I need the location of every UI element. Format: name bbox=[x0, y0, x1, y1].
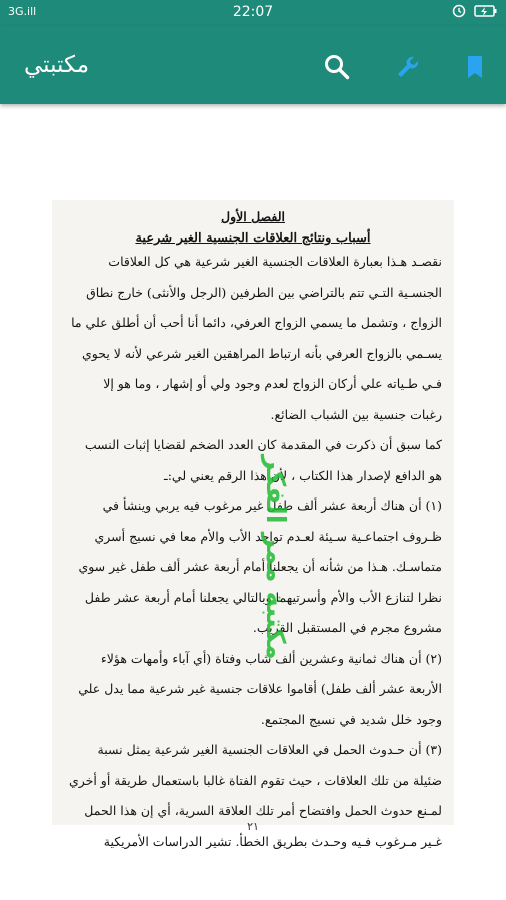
text-line: مشروع مجرم في المستقبل القريب. bbox=[252, 620, 442, 635]
app-toolbar bbox=[0, 26, 506, 104]
text-line: (٢) أن هناك ثمانية وعشرين ألف شاب وفتاة (أي آباء وأمهات هؤلاء bbox=[100, 650, 442, 666]
text-line: هو الدافع لإصدار هذا الكتاب ، لأن هذا الرقم يعني لي:ـ bbox=[164, 467, 442, 483]
text-line: فـي طـياته علي أركان الزواج لعدم وجود ولي أو إشهار ، وما هو إلا bbox=[103, 376, 442, 391]
text-line: متماسـك. هـذا من شأنه أن يجعلنا أمام أربعة عشر ألف طفل غير سوي bbox=[78, 559, 442, 574]
battery-charging-icon bbox=[474, 4, 498, 18]
text-line: (١) أن هناك أربعة عشر ألف طفل غير مرغوب فيه يربي وينشأ في bbox=[102, 498, 442, 513]
wrench-icon[interactable] bbox=[392, 52, 422, 82]
chapter-subtitle: أسباب ونتائج العلاقات الجنسية الغير شرعية bbox=[135, 231, 371, 246]
text-line: لمـنع حدوث الحمل وافتضاح أمر تلك العلاقة السرية، أي إن هذا الحمل bbox=[84, 803, 442, 818]
alarm-icon bbox=[452, 4, 466, 18]
app-title: مكتبتي bbox=[24, 52, 90, 78]
status-time: 22:07 bbox=[232, 4, 274, 20]
text-line: ظـروف اجتماعـية سـيئة لعـدم تواجد الأب والأم معا في نسيج أسري bbox=[94, 528, 442, 544]
text-line: الزواج ، وتشمل ما يسمي الزواج العرفي، دائما أنا أحب أن أطلق علي ما bbox=[71, 315, 442, 330]
bookmark-icon[interactable] bbox=[460, 52, 490, 82]
page-number: ٢١ bbox=[247, 820, 259, 833]
text-line: نظرا لتنازع الأب والأم وأسرتيهما وبالتالي يجعلنا أمام أربعة عشر طفل bbox=[84, 589, 442, 605]
search-icon[interactable] bbox=[322, 52, 352, 82]
text-line: نقصـد هـذا بعبارة العلاقات الجنسية الغير شرعية هي كل العلاقات bbox=[108, 254, 442, 269]
text-line: الجنسـية التـي تتم بالتراضي بين الطرفين (الرجل والأنثى) خارج نطاق bbox=[86, 284, 442, 300]
signal-indicator: 3G.ill bbox=[8, 5, 37, 18]
text-line: يسـمي بالزواج العرفي بأنه ارتباط المراهقين الغير شرعي لأنه لا يحوي bbox=[82, 345, 442, 361]
text-line: ضئيلة من تلك العلاقات ، حيث تقوم الفتاة غالبا باستعمال طريقة أو أخري bbox=[68, 772, 442, 788]
text-line: رغبات جنسية بين الشباب الضائع. bbox=[270, 406, 442, 422]
text-line: وجود خلل شديد في نسيج المجتمع. bbox=[260, 711, 442, 727]
status-bar bbox=[0, 0, 506, 26]
watermark: مكتبة ممر الفكر bbox=[260, 455, 290, 660]
text-line: كما سبق أن ذكرت في المقدمة كان العدد الضخم لقضايا إثبات النسب bbox=[84, 437, 442, 452]
text-line: غـير مـرغوب فـيه وحـدث بطريق الخطأ. تشير الدراسات الأمريكية bbox=[103, 833, 442, 849]
text-line: (٣) أن حـدوث الحمل في العلاقات الجنسية الغير شرعية يمثل نسبة bbox=[97, 742, 442, 757]
text-line: الأربعة عشر ألف طفل) أقاموا علاقات جنسية غير شرعية مما يدل علي bbox=[78, 681, 442, 696]
chapter-title: الفصل الأول bbox=[221, 209, 285, 224]
